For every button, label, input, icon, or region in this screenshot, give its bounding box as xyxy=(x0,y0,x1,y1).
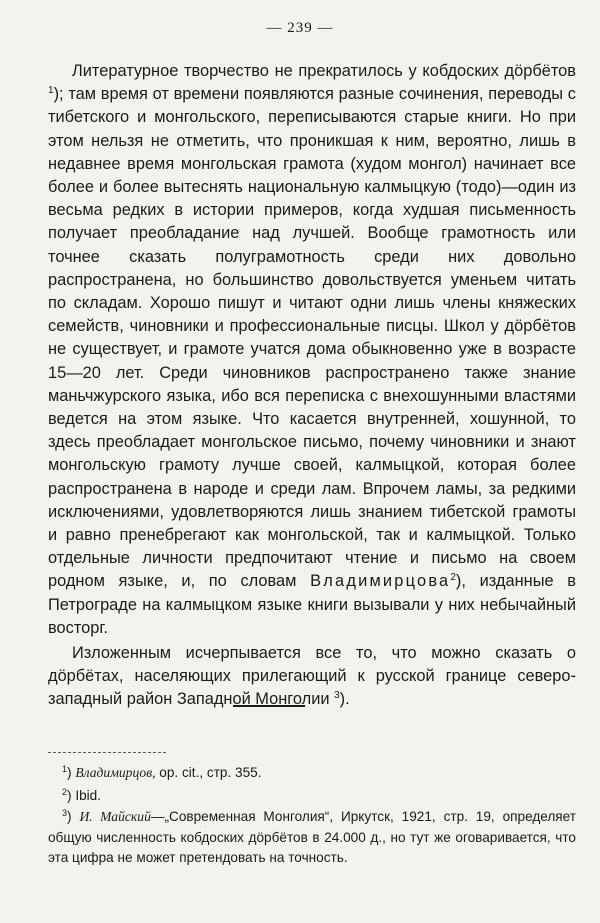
footnote-2-text: Ibid. xyxy=(71,787,102,803)
footnote-ref-1: 1 xyxy=(48,85,54,97)
footnote-3-text: —„Современная Монголия“, Иркутск, 1921, стр. 19, определяет общую численность кобдоских дӧрбётов в 24.000 д., но тут же оговаривается, что эта цифра не может претендовать на точность. xyxy=(48,809,576,865)
footnote-ref-3: 3 xyxy=(334,690,340,702)
footnote-3-author: И. Майский xyxy=(79,809,151,824)
page-number: — 239 — xyxy=(266,20,334,36)
paragraph-1 xyxy=(48,60,576,640)
paragraph-2 xyxy=(48,642,576,712)
footnote-2: $^2$) Ibid. xyxy=(62,786,102,803)
footnote-1-mark: 1 xyxy=(62,764,68,774)
footnote-3-mark: 3 xyxy=(62,808,68,818)
main-text xyxy=(48,60,576,712)
footnote-2-mark: 2 xyxy=(62,786,68,797)
paragraph-1-text-a: Литературное творчество не прекратилось у кобдоских дӧрбётов xyxy=(72,62,576,80)
paragraph-1-text-b: ); там время от времени появляются разные сочинения, переводы с тибетского и монгольского, переписываются старые книги. Но при этом нельзя не отметить, что проникшая к ним, вероятно, лишь в недавнее время монгольская грамота (худом монгол) начинает все более и более вытеснять национальную калмыцкую (тодо)—один из весьма редких в истории примеров, когда худшая письменность получает преобладание над лучшей. Вообще грамотность или точнее сказать полуграмотность среди них довольно распространена, но большинство довольствуется уменьем читать по складам. Хорошо пишут и читают одни лишь члены княжеских семейств, чиновники и профессиональные писцы. Школ у дӧрбётов не существует, и грамоте учатся дома обыкновенно уже в возрасте 15—20 лет. Среди чиновников распространено также знание маньчжурского языка, ибо вся переписка с внехошунными властями ведется на этом языке. Что касается внутренней, хошунной, то здесь преобладает монгольское письмо, почему чиновники и знают монгольскую грамоту лучше своей, калмыцкой, которая более распространена в народе и среди лам. Впрочем ламы, за редкими исключениями, удовлетворяются лишь знанием тибетской грамоты и равно пренебрегают как монгольской, так и калмыцкой. Только отдельные личности предпочитают чтение и письмо на своем родном языке, и, по словам xyxy=(48,85,576,591)
footnote-1-text: op. cit., стр. 355. xyxy=(155,765,262,780)
section-end-rule xyxy=(233,705,305,707)
footnote-3: $^3$) И. Майский—„Современная Монголия“, Иркутск, 1921, стр. 19, определяет общую численность кобдоских дӧрбётов в 24.000 д., но тут же оговаривается, что эта цифра не может претендовать на точность. xyxy=(48,808,576,865)
paragraph-1-text-c: ), изданные в Петрограде на калмыцком языке книги вызывали у них небычайный восторг. xyxy=(48,572,576,637)
paragraph-2-text-b: ). xyxy=(339,690,350,709)
paragraph-2-text-a: Изложенным исчерпывается все то, что можно сказать о дӧрбётах, населяющих прилегающий к русской границе северо-западный район Западной Монголии xyxy=(48,644,576,709)
author-name-spaced: Владимирцова xyxy=(310,572,451,591)
footnote-1-author: Владимирцов, xyxy=(75,765,156,780)
footnote-separator xyxy=(48,752,166,753)
footnote-ref-2: 2 xyxy=(450,572,456,584)
footnotes xyxy=(48,762,576,869)
footnote-1: $^1$) Владимирцов, op. cit., стр. 355. xyxy=(62,764,262,780)
